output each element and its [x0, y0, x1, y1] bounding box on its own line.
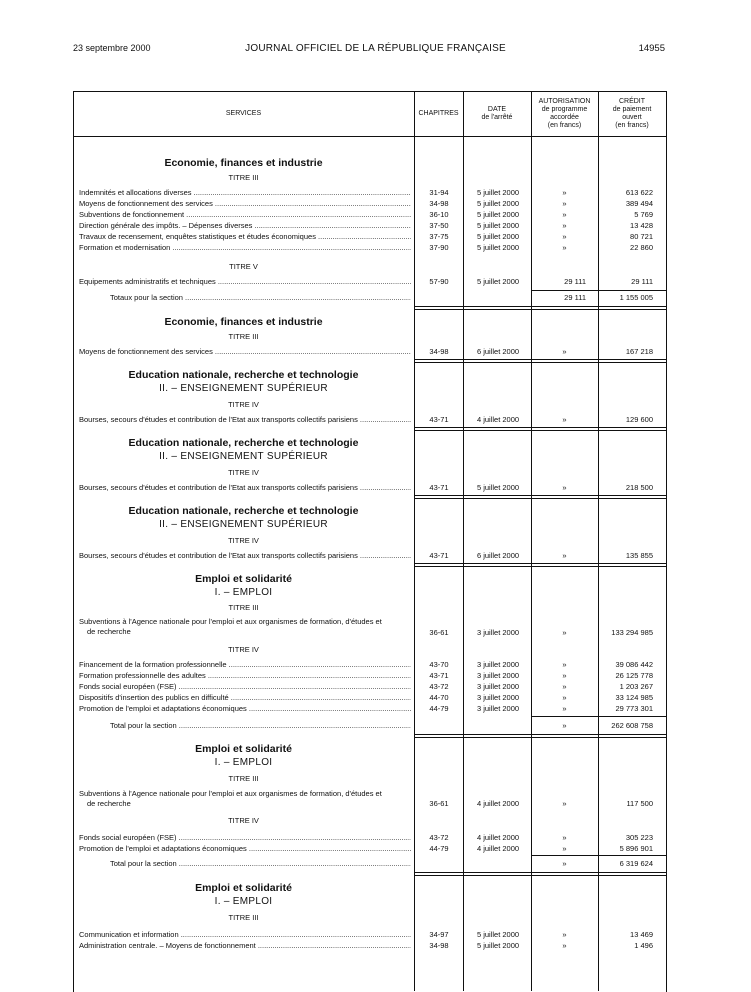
row-label: Formation professionnelle des adultes ..... [79, 670, 411, 681]
row-chapitre: 43-71 [429, 415, 449, 424]
row-authorisation: » [562, 415, 567, 424]
total-label: Totaux pour la section ..... [110, 292, 411, 303]
titre-heading: TITRE IV [228, 536, 259, 545]
row-chapitre: 44-79 [429, 844, 449, 853]
row-authorisation: » [562, 628, 567, 637]
row-authorisation: » [562, 844, 567, 853]
row-authorisation: » [562, 483, 567, 492]
row-authorisation: » [562, 941, 567, 950]
row-credit: 133 294 985 [611, 628, 653, 637]
row-chapitre: 37-50 [429, 221, 449, 230]
row-date: 4 juillet 2000 [476, 833, 520, 842]
total-credit: 6 319 624 [619, 859, 653, 868]
section-title: Emploi et solidarité [195, 743, 292, 755]
row-credit: 29 111 [631, 277, 653, 286]
titre-heading: TITRE IV [228, 645, 259, 654]
page-number: 14955 [638, 43, 665, 54]
col-header-date-l1: DATE [487, 106, 507, 113]
row-date: 4 juillet 2000 [476, 844, 520, 853]
row-authorisation: » [562, 210, 567, 219]
total-authorisation: 29 111 [564, 293, 586, 302]
section-subtitle: I. – EMPLOI [214, 587, 273, 598]
titre-heading: TITRE III [228, 332, 259, 341]
total-row [0, 292, 751, 303]
multiline-label-line1: Subventions à l'Agence nationale pour l'emploi et aux organismes de formation, d'études et [79, 789, 382, 798]
subtotal-rule [531, 855, 666, 856]
row-chapitre: 44-70 [429, 693, 449, 702]
row-date: 3 juillet 2000 [476, 671, 520, 680]
multiline-label-line2: de recherche [87, 799, 131, 808]
col-header-auth-l3: accordée [550, 114, 579, 121]
row-date: 3 juillet 2000 [476, 704, 520, 713]
section-subtitle: II. – ENSEIGNEMENT SUPÉRIEUR [159, 383, 328, 394]
row-date: 5 juillet 2000 [476, 210, 520, 219]
row-chapitre: 43-70 [429, 660, 449, 669]
section-title: Emploi et solidarité [195, 882, 292, 894]
row-chapitre: 36-61 [429, 799, 449, 808]
row-date: 3 juillet 2000 [476, 628, 520, 637]
row-authorisation: » [562, 243, 567, 252]
col-header-auth-l2: de programme [541, 106, 588, 113]
section-separator [414, 872, 666, 876]
total-row [0, 720, 751, 731]
row-date: 5 juillet 2000 [476, 188, 520, 197]
col-header-authorisation [531, 98, 598, 130]
row-label: Dispositifs d'insertion des publics en difficulté ..... [79, 692, 411, 703]
row-authorisation: » [562, 347, 567, 356]
row-chapitre: 37-75 [429, 232, 449, 241]
row-date: 3 juillet 2000 [476, 682, 520, 691]
row-authorisation: » [562, 833, 567, 842]
header-rule [73, 136, 666, 137]
table-row [0, 929, 751, 940]
titre-heading: TITRE V [229, 262, 258, 271]
total-row [0, 858, 751, 869]
col-header-cred-l1: CRÉDIT [618, 98, 646, 105]
row-date: 5 juillet 2000 [476, 941, 520, 950]
col-header-credit [598, 98, 666, 130]
section-separator [414, 495, 666, 499]
total-credit: 262 608 758 [611, 721, 653, 730]
row-credit: 613 622 [625, 188, 653, 197]
row-credit: 39 086 442 [615, 660, 653, 669]
row-label: Promotion de l'emploi et adaptations économiques ..... [79, 843, 411, 854]
row-chapitre: 34-98 [429, 941, 449, 950]
row-date: 6 juillet 2000 [476, 347, 520, 356]
row-date: 5 juillet 2000 [476, 199, 520, 208]
row-label: Financement de la formation professionnelle ..... [79, 659, 411, 670]
section-separator [414, 306, 666, 310]
row-label: Moyens de fonctionnement des services ..... [79, 346, 411, 357]
row-label: Equipements administratifs et techniques ..... [79, 276, 411, 287]
table-row [0, 832, 751, 843]
row-label: Fonds social européen (FSE) ..... [79, 681, 411, 692]
col-header-cred-l2: de paiement [612, 106, 652, 113]
col-header-chapitres: CHAPITRES [418, 110, 459, 117]
row-date: 4 juillet 2000 [476, 799, 520, 808]
titre-heading: TITRE IV [228, 468, 259, 477]
row-chapitre: 43-71 [429, 671, 449, 680]
table-row [0, 681, 751, 692]
row-credit: 1 203 267 [619, 682, 653, 691]
row-label: Fonds social européen (FSE) ..... [79, 832, 411, 843]
multiline-label-line2: de recherche [87, 627, 131, 636]
table-row [0, 414, 751, 425]
col-header-cred-l4: (en francs) [615, 122, 649, 129]
col-header-date [463, 106, 531, 122]
total-credit: 1 155 005 [619, 293, 653, 302]
row-authorisation: » [562, 693, 567, 702]
section-subtitle: I. – EMPLOI [214, 896, 273, 907]
col-header-cred-l3: ouvert [622, 114, 642, 121]
row-authorisation: » [562, 930, 567, 939]
section-separator [414, 359, 666, 363]
row-label: Administration centrale. – Moyens de fonctionnement ..... [79, 940, 411, 951]
row-chapitre: 57-90 [429, 277, 449, 286]
table-row [0, 659, 751, 670]
row-chapitre: 34-97 [429, 930, 449, 939]
table-row [0, 843, 751, 854]
row-date: 5 juillet 2000 [476, 221, 520, 230]
row-label: Formation et modernisation ..... [79, 242, 411, 253]
table-row [0, 198, 751, 209]
row-credit: 5 769 [634, 210, 653, 219]
table-row [0, 550, 751, 561]
titre-heading: TITRE IV [228, 400, 259, 409]
section-subtitle: II. – ENSEIGNEMENT SUPÉRIEUR [159, 451, 328, 462]
row-credit: 5 896 901 [619, 844, 653, 853]
section-separator [414, 734, 666, 738]
row-credit: 135 855 [625, 551, 653, 560]
row-label: Direction générale des impôts. – Dépenses diverses ..... [79, 220, 411, 231]
row-label: Promotion de l'emploi et adaptations économiques ..... [79, 703, 411, 714]
section-title: Economie, finances et industrie [164, 157, 323, 169]
row-authorisation: » [562, 671, 567, 680]
table-row [0, 276, 751, 287]
total-label: Total pour la section ..... [110, 858, 411, 869]
section-title: Education nationale, recherche et technologie [128, 369, 359, 381]
section-title: Education nationale, recherche et technologie [128, 505, 359, 517]
row-label: Subventions de fonctionnement ..... [79, 209, 411, 220]
row-authorisation: » [562, 799, 567, 808]
row-chapitre: 43-71 [429, 483, 449, 492]
row-label: Communication et information ..... [79, 929, 411, 940]
row-authorisation: » [562, 188, 567, 197]
header-title: JOURNAL OFFICIEL DE LA RÉPUBLIQUE FRANÇAISE [245, 43, 506, 54]
col-header-services: SERVICES [225, 110, 262, 117]
row-chapitre: 43-72 [429, 833, 449, 842]
titre-heading: TITRE IV [228, 816, 259, 825]
section-subtitle: II. – ENSEIGNEMENT SUPÉRIEUR [159, 519, 328, 530]
row-authorisation: » [562, 199, 567, 208]
row-date: 5 juillet 2000 [476, 232, 520, 241]
row-credit: 305 223 [625, 833, 653, 842]
row-credit: 33 124 985 [615, 693, 653, 702]
row-date: 4 juillet 2000 [476, 415, 520, 424]
table-row [0, 627, 751, 638]
row-label: Indemnités et allocations diverses ..... [79, 187, 411, 198]
table-row [0, 798, 751, 809]
section-separator [414, 427, 666, 431]
row-label: Bourses, secours d'études et contribution de l'Etat aux transports collectifs parisiens ..... [79, 482, 411, 493]
row-chapitre: 36-10 [429, 210, 449, 219]
row-date: 5 juillet 2000 [476, 483, 520, 492]
row-date: 6 juillet 2000 [476, 551, 520, 560]
row-authorisation: » [562, 232, 567, 241]
row-chapitre: 34-98 [429, 199, 449, 208]
table-row [0, 940, 751, 951]
table-row [0, 187, 751, 198]
total-authorisation: » [562, 859, 567, 868]
row-chapitre: 37-90 [429, 243, 449, 252]
total-label: Total pour la section ..... [110, 720, 411, 731]
row-credit: 1 496 [634, 941, 653, 950]
table-row [0, 209, 751, 220]
row-credit: 167 218 [625, 347, 653, 356]
row-credit: 13 469 [630, 930, 653, 939]
row-authorisation: » [562, 682, 567, 691]
row-label: Travaux de recensement, enquêtes statistiques et études économiques ..... [79, 231, 411, 242]
table-row [0, 242, 751, 253]
row-authorisation: 29 111 [564, 277, 586, 286]
row-date: 5 juillet 2000 [476, 243, 520, 252]
section-title: Emploi et solidarité [195, 573, 292, 585]
row-chapitre: 36-61 [429, 628, 449, 637]
row-authorisation: » [562, 660, 567, 669]
table-row [0, 703, 751, 714]
row-label: Bourses, secours d'études et contribution de l'Etat aux transports collectifs parisiens ..... [79, 550, 411, 561]
row-chapitre: 31-94 [429, 188, 449, 197]
total-authorisation: » [562, 721, 567, 730]
row-chapitre: 43-72 [429, 682, 449, 691]
titre-heading: TITRE III [228, 913, 259, 922]
subtotal-rule [531, 716, 666, 717]
row-credit: 80 721 [630, 232, 653, 241]
col-header-date-l2: de l'arrêté [481, 114, 513, 121]
section-subtitle: I. – EMPLOI [214, 757, 273, 768]
row-credit: 29 773 301 [615, 704, 653, 713]
row-credit: 13 428 [630, 221, 653, 230]
row-credit: 22 860 [630, 243, 653, 252]
row-credit: 26 125 778 [615, 671, 653, 680]
table-row [0, 220, 751, 231]
multiline-label-line1: Subventions à l'Agence nationale pour l'emploi et aux organismes de formation, d'études et [79, 617, 382, 626]
row-date: 5 juillet 2000 [476, 277, 520, 286]
table-row [0, 692, 751, 703]
table-row [0, 482, 751, 493]
row-authorisation: » [562, 551, 567, 560]
row-credit: 389 494 [625, 199, 653, 208]
row-label: Moyens de fonctionnement des services ..... [79, 198, 411, 209]
row-date: 3 juillet 2000 [476, 693, 520, 702]
table-row [0, 346, 751, 357]
table-row [0, 670, 751, 681]
subtotal-rule [531, 290, 666, 291]
row-authorisation: » [562, 704, 567, 713]
titre-heading: TITRE III [228, 173, 259, 182]
section-title: Economie, finances et industrie [164, 316, 323, 328]
col-header-auth-l1: AUTORISATION [538, 98, 591, 105]
col-header-auth-l4: (en francs) [547, 122, 582, 129]
header-date: 23 septembre 2000 [73, 43, 151, 53]
row-authorisation: » [562, 221, 567, 230]
row-credit: 218 500 [625, 483, 653, 492]
titre-heading: TITRE III [228, 603, 259, 612]
row-label: Bourses, secours d'études et contribution de l'Etat aux transports collectifs parisiens ..... [79, 414, 411, 425]
row-credit: 117 500 [626, 799, 653, 808]
row-date: 5 juillet 2000 [476, 930, 520, 939]
section-separator [414, 563, 666, 567]
table-row [0, 231, 751, 242]
row-chapitre: 43-71 [429, 551, 449, 560]
row-credit: 129 600 [625, 415, 653, 424]
row-chapitre: 44-79 [429, 704, 449, 713]
section-title: Education nationale, recherche et technologie [128, 437, 359, 449]
row-chapitre: 34-98 [429, 347, 449, 356]
titre-heading: TITRE III [228, 774, 259, 783]
row-date: 3 juillet 2000 [476, 660, 520, 669]
